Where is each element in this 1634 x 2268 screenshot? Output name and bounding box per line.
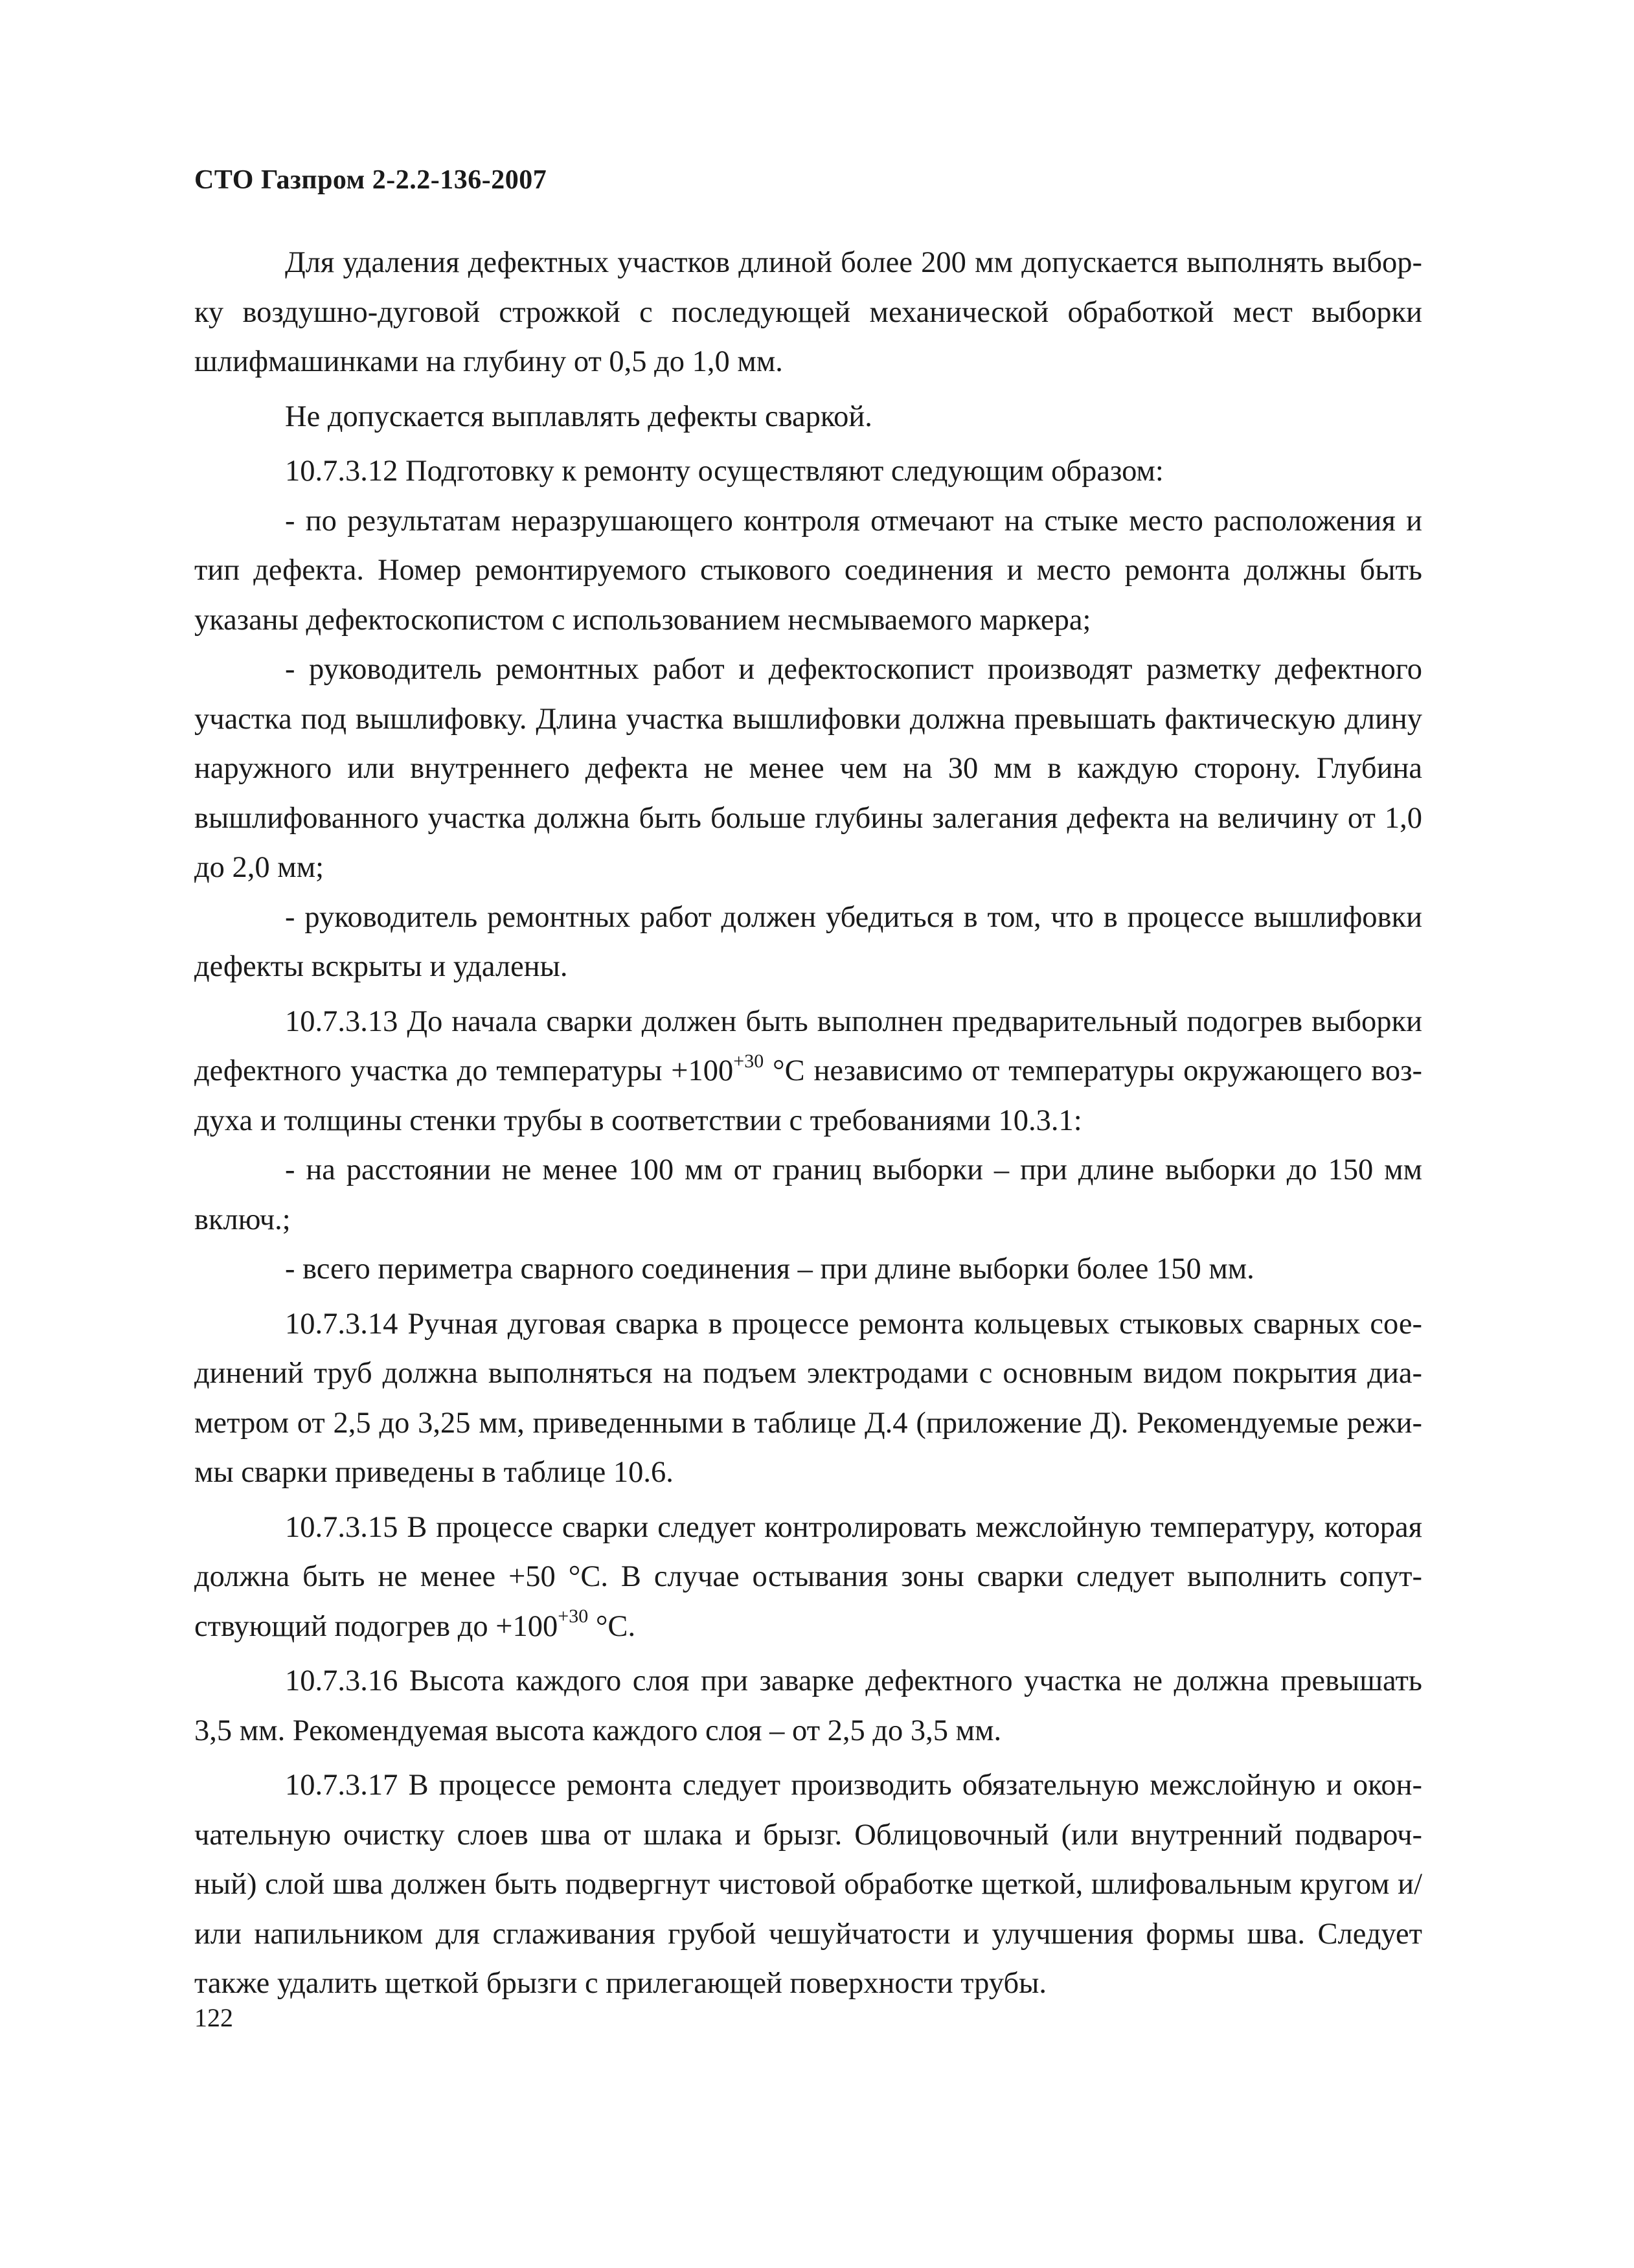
paragraph-list-ndt-marking: - по результатам неразрушающего контроля отмечают на стыке место расположения и тип дефекта. Номер ремонтируемого стыкового соединения и место ремонта должны быть указаны дефектоскопистом с использованием несмываемого маркера; <box>194 504 1422 637</box>
paragraph-list-preheat-distance: - на расстоянии не менее 100 мм от границ выборки – при длине выборки до 150 мм включ.; <box>194 1153 1422 1236</box>
superscript-tolerance: +30 <box>733 1050 764 1072</box>
paragraph-list-grinding-marking: - руководитель ремонтных работ и дефектоскопист производят разметку дефектного участка под вышлифовку. Длина участка вышлифовки должна превышать фактическую длину наружного или внутреннего дефекта не менее чем на 30 мм в каждую сторону. Глубина вышлифованного участка должна быть больше глубины залегания дефекта на величину от 1,0 до 2,0 мм; <box>194 653 1422 884</box>
text-segment: °С. <box>588 1609 636 1643</box>
paragraph-defect-removal: Для удаления дефектных участков длиной более 200 мм допускается выполнять выборку воздушно-дуговой строжкой с последующей механической обработкой мест выборки шлифмашинками на глубину от 0,5 до 1,0 мм. <box>194 246 1422 378</box>
text-segment: 10.7.3.13 До начала сварки должен быть выполнен предварительный подогрев выборки дефектного участка до температуры +100 <box>194 1004 1422 1087</box>
paragraph-10-7-3-13 <box>194 997 1422 1146</box>
paragraph-10-7-3-15 <box>194 1503 1422 1652</box>
paragraph-10-7-3-16: 10.7.3.16 Высота каждого слоя при заварке дефектного участка не должна превышать 3,5 мм. Рекомендуемая высота каждого слоя – от 2,5 до 3,5 мм. <box>194 1664 1422 1747</box>
paragraph-10-7-3-17: 10.7.3.17 В процессе ремонта следует производить обязательную межслойную и окончательную очистку слоев шва от шлака и брызг. Облицовочный (или внутренний подварочный) слой шва должен быть подвергнут чистовой обработке щеткой, шлифовальным кругом и/или напильником для сглаживания грубой чешуйчатости и улучшения формы шва. Следует также удалить щеткой брызги с прилегающей поверхности трубы. <box>194 1769 1422 2000</box>
paragraph-10-7-3-12: 10.7.3.12 Подготовку к ремонту осуществляют следующим образом: <box>285 455 1164 488</box>
paragraph-list-verify-removal: - руководитель ремонтных работ должен убедиться в том, что в процессе вышлифовки дефекты вскрыты и удалены. <box>194 900 1422 983</box>
paragraph-no-melting: Не допускается выплавлять дефекты сваркой. <box>285 400 872 433</box>
document-body <box>194 238 1422 2009</box>
text-segment: 10.7.3.15 В процессе сварки следует контролировать межслойную температуру, которая должна быть не менее +50 °С. В случае остывания зоны сварки следует выполнить сопутствующий подогрев до +100 <box>194 1510 1422 1643</box>
paragraph-10-7-3-14: 10.7.3.14 Ручная дуговая сварка в процессе ремонта кольцевых стыковых сварных соединений труб должна выполняться на подъем электродами с основным видом покрытия диаметром от 2,5 до 3,25 мм, приведенными в таблице Д.4 (приложение Д). Рекомендуемые режимы сварки приведены в таблице 10.6. <box>194 1307 1422 1489</box>
superscript-tolerance: +30 <box>558 1605 589 1627</box>
paragraph-list-preheat-perimeter: - всего периметра сварного соединения – при длине выборки более 150 мм. <box>285 1253 1254 1286</box>
text-segment: °С независимо от температуры окружающего воздуха и толщины стенки трубы в соответствии с требованиями 10.3.1: <box>194 1054 1422 1137</box>
document-header-code: СТО Газпром 2-2.2-136-2007 <box>194 165 547 195</box>
page-number: 122 <box>194 2003 233 2032</box>
